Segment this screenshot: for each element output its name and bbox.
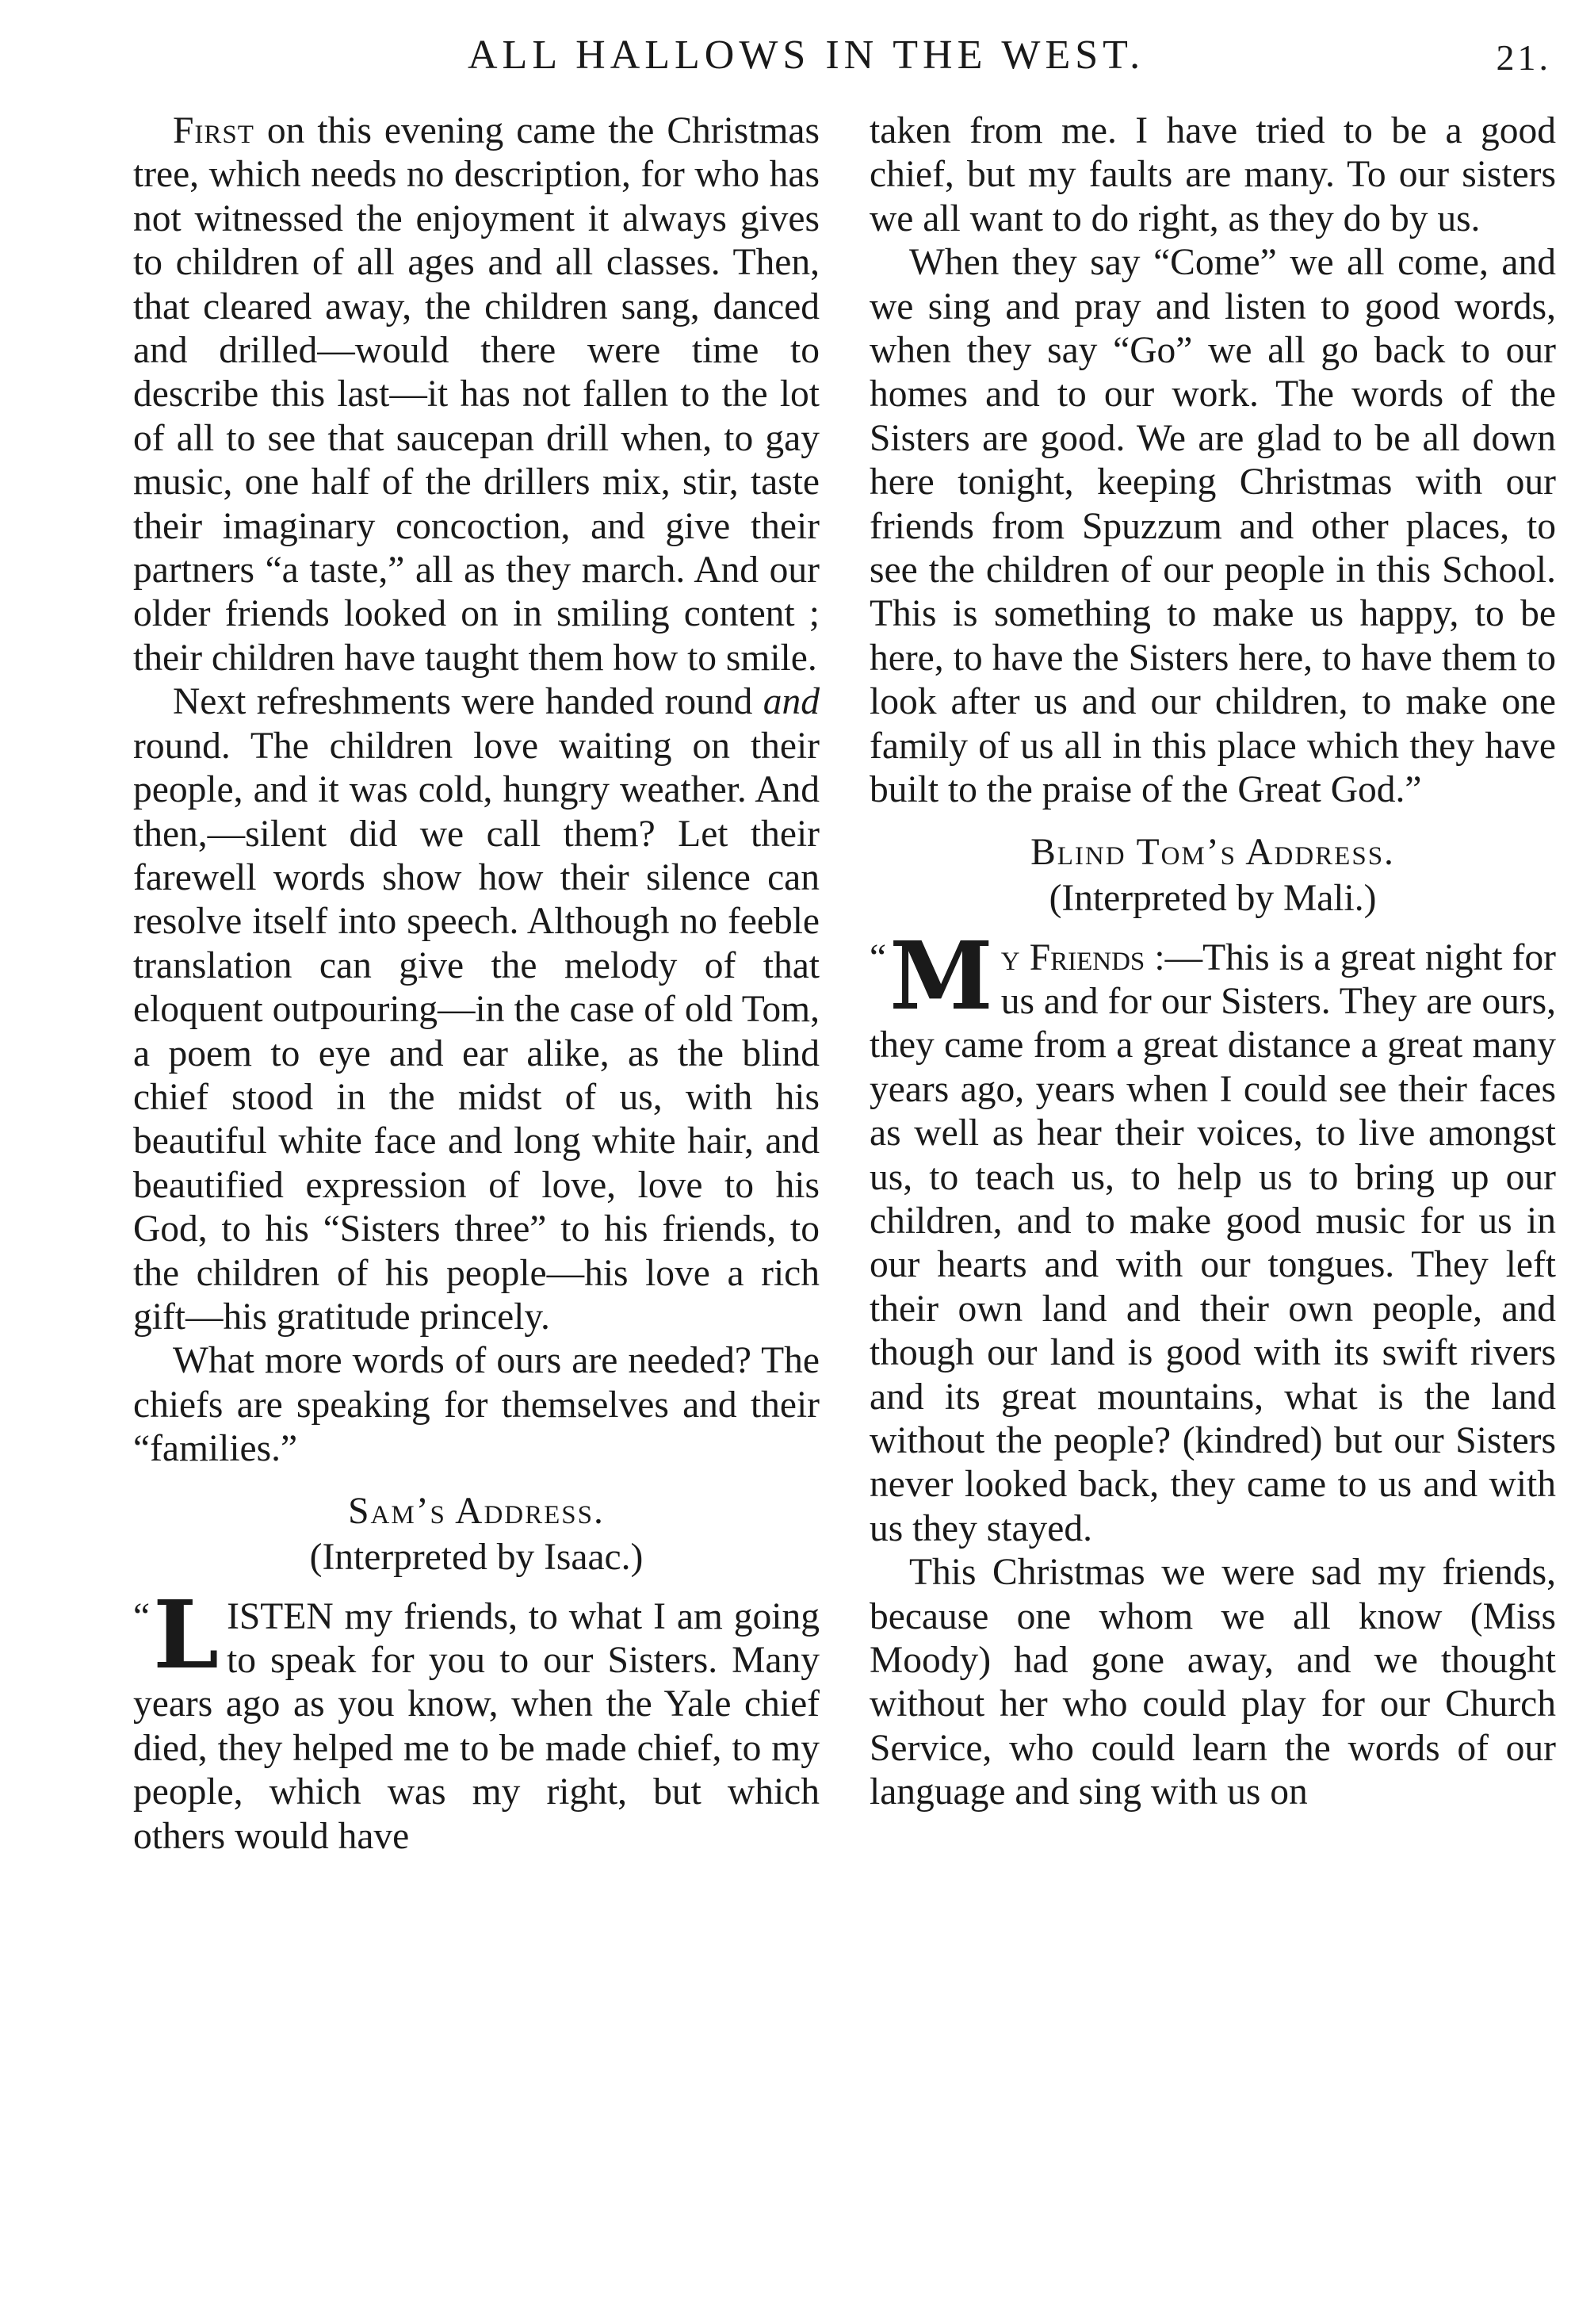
drop-cap-letter: M	[889, 920, 993, 1031]
opening-word: First	[173, 110, 254, 151]
sams-address-paragraph	[133, 1579, 820, 1859]
first-word: y Friends	[1000, 936, 1145, 978]
blind-toms-address-heading: Blind Tom’s Address.	[1030, 831, 1395, 873]
paragraph-text: round. The children love waiting on their people, and it was cold, hungry weather. And then,—silent did we call them? Let their farewell words show how their silence can resolve itself into speech. Although no feeble translation can give the melody of that eloquent outpouring—in the case of old Tom, a poem to eye and ear alike, as the blind chief stood in the midst of us, with his beautiful white face and long white hair, and beautified expression of love, love to his God, to his “Sisters three” to his friends, to the children of his people—his love a rich gift—his gratitude princely.	[133, 725, 820, 1338]
blind-toms-address-paragraph	[870, 920, 1556, 1552]
paragraph-text: on this evening came the Christmas tree, which needs no description, for who has not witnessed the enjoyment it always gives to children of all ages and all classes. Then, that cleared away, the children sang, danced and drilled—would there were time to describe this last—it has not fallen to the lot of all to see that saucepan drill when, to gay music, one half of the drillers mix, stir, taste their imaginary concoction, and give their partners “a taste,” all as they march. And our older friends looked on in smiling content ; their children have taught them how to smile.	[133, 110, 820, 679]
paragraph-refreshments	[133, 680, 820, 1339]
running-title: ALL HALLOWS IN THE WEST.	[468, 33, 1145, 78]
paragraph-text: :—This is a great night for us and for our Sisters. They are ours, they came from a great distance a great many years ago, years when I could see their faces as well as hear their voices, to live amongst us, to teach us, to help us to bring up our children, and to make good music for us in our hearts and with our tongues. They left their own land and their own people, and though our land is good with its swift rivers and its great mountains, what is the land without the people? (kindred) but our Sisters never looked back, they came to us and with us they stayed.	[870, 936, 1556, 1549]
paragraph-christmas-tree	[133, 109, 820, 680]
opening-quote: “	[133, 1595, 151, 1637]
blind-toms-address-interpreter: (Interpreted by Mali.)	[1049, 877, 1377, 919]
sams-address-paragraph-2: When they say “Come” we all come, and we sing and pray and listen to good words, when they say “Go” we all go back to our homes and to our work. The words of the Sisters are good. We are glad to be all down here tonight, keeping Christmas with our friends from Spuzzum and other places, to see the children of our people in this School. This is something to make us happy, to be here, to have the Sisters here, to have them to look after us and our children, to make one family of us all in this place which they have built to the praise of the Great God.”	[870, 242, 1556, 811]
opening-quote: “	[870, 936, 887, 978]
sams-address-continued: taken from me. I have tried to be a good chief, but my faults are many. To our sisters we all want to do right, as they do by us.	[870, 110, 1556, 239]
paragraph-chiefs-speaking: What more words of ours are needed? The chiefs are speaking for themselves and their “families.”	[133, 1340, 820, 1470]
paragraph-text: my friends, to what I am going to speak for you to our Sisters. Many years ago as you know, when the Yale chief died, they helped me to be made chief, to my people, which was my right, but which others would have	[133, 1595, 820, 1857]
paragraph-text: Next refreshments were handed round	[173, 681, 763, 723]
page-number: 21.	[1496, 37, 1551, 78]
blind-toms-address-paragraph-2: This Christmas we were sad my friends, because one whom we all know (Miss Moody) had gone away, and we thought without her who could play for our Church Service, who could learn the words of our language and sing with us on	[870, 1552, 1556, 1813]
right-column	[870, 109, 1556, 1815]
page-header	[119, 25, 1551, 89]
sams-address-heading: Sam’s Address.	[348, 1490, 605, 1532]
first-word: ISTEN	[227, 1595, 334, 1637]
sams-address-interpreter: (Interpreted by Isaac.)	[309, 1536, 644, 1578]
left-column	[133, 109, 820, 1859]
emphasis-text: and	[763, 681, 820, 723]
drop-cap-letter: L	[153, 1579, 220, 1690]
